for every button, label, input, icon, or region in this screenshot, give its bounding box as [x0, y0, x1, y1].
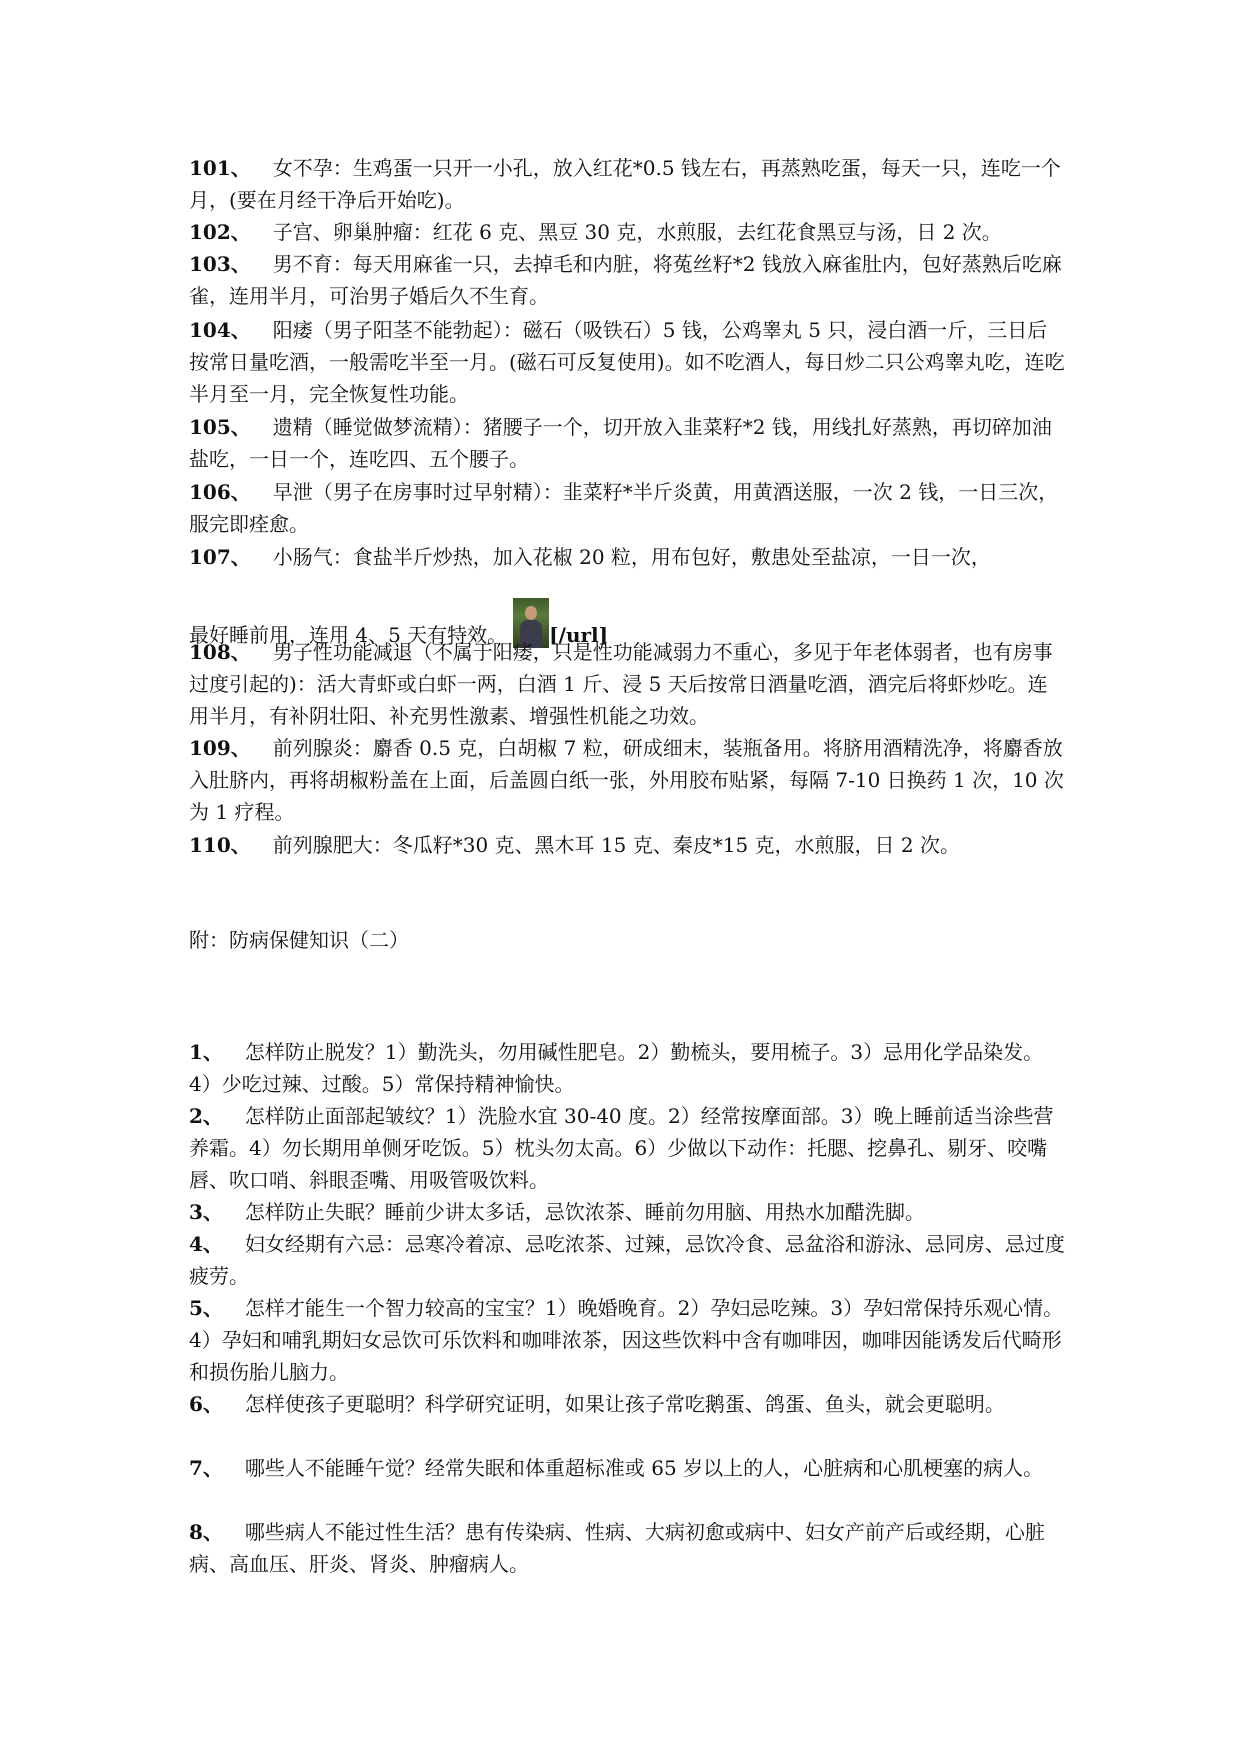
tip-5: 5、 怎样才能生一个智力较高的宝宝？1）晚婚晚育。2）孕妇忌吃辣。3）孕妇常保持乐观心情。4）孕妇和哺乳期妇女忌饮可乐饮料和咖啡浓茶，因这些饮料中含有咖啡因，咖啡因能诱发后代畸形和损伤胎儿脑力。	[189, 1296, 1064, 1384]
remedy-106: 106、 早泄（男子在房事时过早射精）：韭菜籽*半斤炎黄，用黄酒送服，一次 2 钱，一日三次，服完即痊愈。	[189, 480, 1059, 536]
remedy-104: 104、 阳痿（男子阳茎不能勃起）：磁石（吸铁石）5 钱，公鸡睾丸 5 只，浸白酒一斤，三日后按常日量吃酒，一般需吃半至一月。(磁石可反复使用)。如不吃酒人，每日炒二只公鸡睾丸吃，连吃半月至一月，完全恢复性功能。	[189, 318, 1065, 406]
remedy-102: 102、 子宫、卵巢肿瘤：红花 6 克、黑豆 30 克，水煎服，去红花食黑豆与汤，日 2 次。	[189, 220, 1002, 244]
remedy-101: 101、 女不孕：生鸡蛋一只开一小孔，放入红花*0.5 钱左右，再蒸熟吃蛋，每天一只，连吃一个月，(要在月经干净后开始吃)。	[189, 156, 1061, 212]
url-tag: [/url]	[549, 623, 609, 647]
remedy-107: 107、 小肠气：食盐半斤炒热，加入花椒 20 粒，用布包好，敷患处至盐凉，一日一次，	[189, 545, 991, 569]
tip-2: 2、 怎样防止面部起皱纹？1）洗脸水宜 30-40 度。2）经常按摩面部。3）晚上睡前适当涂些营养霜。4）勿长期用单侧牙吃饭。5）枕头勿太高。6）少做以下动作：托腮、挖鼻孔、剔牙、咬嘴唇、吹口哨、斜眼歪嘴、用吸管吸饮料。	[189, 1104, 1054, 1192]
tip-3: 3、 怎样防止失眠？睡前少讲太多话，忌饮浓茶、睡前勿用脑、用热水加醋洗脚。	[189, 1200, 925, 1224]
remedy-109: 109、 前列腺炎：麝香 0.5 克，白胡椒 7 粒，研成细末，装瓶备用。将脐用酒精洗净，将麝香放入肚脐内，再将胡椒粉盖在上面，后盖圆白纸一张，外用胶布贴紧，每隔 7-10 日换药 1 次，10 次为 1 疗程。	[189, 736, 1064, 824]
remedy-110: 110、 前列腺肥大：冬瓜籽*30 克、黑木耳 15 克、秦皮*15 克，水煎服，日 2 次。	[189, 833, 960, 857]
tip-8: 8、 哪些病人不能过性生活？患有传染病、性病、大病初愈或病中、妇女产前产后或经期，心脏病、高血压、肝炎、肾炎、肿瘤病人。	[189, 1520, 1045, 1576]
tip-1: 1、 怎样防止脱发？1）勤洗头，勿用碱性肥皂。2）勤梳头，要用梳子。3）忌用化学品染发。4）少吃过辣、过酸。5）常保持精神愉快。	[189, 1040, 1044, 1096]
remedy-107-cont: 最好睡前用，连用 4、5 天有特效。 [/url]	[189, 598, 1065, 651]
tip-7: 7、 哪些人不能睡午觉？经常失眠和体重超标准或 65 岁以上的人，心脏病和心肌梗塞的病人。	[189, 1456, 1044, 1480]
tip-4: 4、 妇女经期有六忌：忌寒冷着凉、忌吃浓茶、过辣，忌饮冷食、忌盆浴和游泳、忌同房、忌过度疲劳。	[189, 1232, 1065, 1288]
remedy-105: 105、 遗精（睡觉做梦流精）：猪腰子一个，切开放入韭菜籽*2 钱，用线扎好蒸熟，再切碎加油盐吃，一日一个，连吃四、五个腰子。	[189, 415, 1052, 471]
tip-6: 6、 怎样使孩子更聪明？科学研究证明，如果让孩子常吃鹅蛋、鸽蛋、鱼头，就会更聪明。	[189, 1392, 1005, 1416]
remedy-103: 103、 男不育：每天用麻雀一只，去掉毛和内脏，将菟丝籽*2 钱放入麻雀肚内，包好蒸熟后吃麻雀，连用半月，可治男子婚后久不生育。	[189, 252, 1062, 308]
section-heading: 附：防病保健知识（二）	[189, 928, 409, 952]
remedy-108: 108、 男子性功能减退（不属于阳痿，只是性功能减弱力不重心，多见于年老体弱者，也有房事过度引起的)：活大青虾或白虾一两，白酒 1 斤、浸 5 天后按常日酒量吃酒，酒完后将虾炒吃。连用半月，有补阴壮阳、补充男性激素、增强性机能之功效。	[189, 640, 1053, 728]
